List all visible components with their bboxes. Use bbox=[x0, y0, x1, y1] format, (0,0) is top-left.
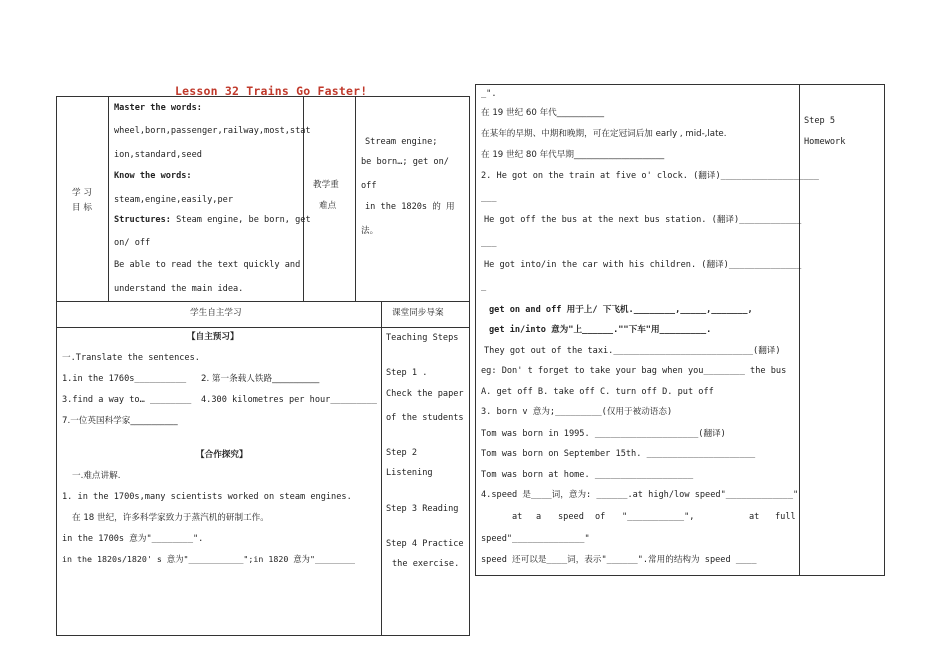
right-text: of bbox=[595, 512, 606, 522]
step-1: Step 1 . bbox=[386, 368, 428, 378]
page-title: Lesson 32 Trains Go Faster! bbox=[175, 84, 368, 98]
divider bbox=[381, 301, 382, 636]
objectives-label: 目 标 bbox=[72, 203, 92, 213]
teaching-steps: Teaching Steps bbox=[386, 333, 459, 343]
divider bbox=[56, 327, 470, 328]
preview-intro: 一.Translate the sentences. bbox=[62, 353, 200, 363]
right-text: 在 19 世纪 60 年代___________ bbox=[481, 108, 605, 118]
homework-label: Homework bbox=[804, 137, 846, 147]
divider bbox=[355, 96, 356, 301]
preview-item: 4.300 kilometres per hour_________ bbox=[201, 395, 377, 405]
right-text: eg: Don' t forget to take your bag when you________ the bus bbox=[481, 366, 787, 376]
master-words: ion,standard,seed bbox=[114, 150, 202, 160]
explore-line: 在 18 世纪，许多科学家致力于蒸汽机的研制工作。 bbox=[72, 513, 269, 523]
right-text: _ bbox=[481, 282, 487, 292]
preview-item: 7.一位英国科学家___________ bbox=[62, 416, 178, 426]
keypoints-label: 教学重 bbox=[313, 180, 339, 190]
right-text: a bbox=[536, 512, 542, 522]
step-4: Step 4 Practice bbox=[386, 539, 464, 549]
right-text: 在 19 世纪 80 年代早期_____________________ bbox=[481, 150, 665, 160]
divider bbox=[108, 96, 109, 301]
right-text: He got into/in the car with his children. (翻译)______________ bbox=[484, 260, 802, 270]
right-text: Tom was born in 1995. ____________________(翻译) bbox=[481, 429, 726, 439]
preview-item: 2. 第一条载人铁路___________ bbox=[201, 374, 320, 384]
step-1-desc: of the students bbox=[386, 413, 464, 423]
step-4-desc: the exercise. bbox=[392, 559, 460, 569]
right-text: He got off the bus at the next bus station. (翻译)____________ bbox=[484, 215, 802, 225]
structures-heading: Structures: bbox=[114, 215, 171, 225]
right-text: at bbox=[512, 512, 523, 522]
right-text: speed bbox=[558, 512, 584, 522]
right-text: full bbox=[775, 512, 796, 522]
explore-line: in the 1820s/1820' s 意为"___________";in 1820 意为"________ bbox=[62, 554, 355, 564]
preview-item: 1.in the 1760s__________ bbox=[62, 374, 187, 384]
right-text: "___________", bbox=[622, 512, 695, 522]
right-text: ___ bbox=[481, 238, 497, 248]
ability-text: Be able to read the text quickly and bbox=[114, 260, 301, 270]
structures-text: on/ off bbox=[114, 238, 151, 248]
structures-line bbox=[114, 215, 311, 225]
explore-heading: 【合作探究】 bbox=[196, 450, 248, 460]
step-5: Step 5 bbox=[804, 116, 836, 126]
ability-text: understand the main idea. bbox=[114, 284, 244, 294]
right-text: 2. He got on the train at five o' clock. (翻译)___________________ bbox=[481, 171, 819, 181]
right-text: They got out of the taxi.___________________________(翻译) bbox=[484, 346, 781, 356]
step-2: Step 2 bbox=[386, 448, 418, 458]
right-text: A. get off B. take off C. turn off D. put off bbox=[481, 387, 714, 397]
preview-item: 3.find a way to… ________ bbox=[62, 395, 192, 405]
right-text: get in/into 意为"上______.""下车"用_________. bbox=[489, 325, 712, 335]
keypoints-text: Stream engine; bbox=[365, 137, 438, 147]
objectives-label: 学 习 bbox=[72, 188, 92, 198]
master-words: wheel,born,passenger,railway,most,stat bbox=[114, 126, 311, 136]
explore-line: in the 1700s 意为"________". bbox=[62, 534, 204, 544]
explore-sub: 一.难点讲解. bbox=[72, 471, 121, 481]
right-text: at bbox=[749, 512, 760, 522]
right-text: 3. born v 意为;_________(仅用于被动语态) bbox=[481, 407, 673, 417]
right-text: ___ bbox=[481, 193, 497, 203]
right-text: speed"______________" bbox=[481, 534, 590, 544]
right-text: Tom was born at home. ___________________ bbox=[481, 470, 694, 480]
right-text: 4.speed 是____词，意为: ______.at high/low speed"_____________" bbox=[481, 490, 799, 500]
master-heading: Master the words: bbox=[114, 103, 202, 113]
step-1-desc: Check the paper bbox=[386, 389, 464, 399]
divider bbox=[799, 84, 800, 576]
divider bbox=[56, 301, 470, 302]
right-text: 在某年的早期、中期和晚期，可在定冠词后加 early , mid-,late. bbox=[481, 129, 727, 139]
keypoints-text: 法。 bbox=[361, 226, 379, 236]
keypoints-label: 难点 bbox=[319, 201, 337, 211]
structures-text: Steam engine, be born, get bbox=[170, 215, 311, 225]
right-text: Tom was born on September 15th. _____________________ bbox=[481, 449, 756, 459]
explore-line: 1. in the 1700s,many scientists worked on steam engines. bbox=[62, 492, 352, 502]
right-text: _". bbox=[481, 89, 497, 99]
right-text: get on and off 用于上/ 下飞机.________,_____,_______, bbox=[489, 305, 753, 315]
right-text: speed 还可以是____词，表示"______".常用的结构为 speed ____ bbox=[481, 555, 757, 565]
guide-header: 课堂同步导案 bbox=[392, 308, 444, 318]
know-words: steam,engine,easily,per bbox=[114, 195, 233, 205]
step-3: Step 3 Reading bbox=[386, 504, 459, 514]
keypoints-text: in the 1820s 的 用 bbox=[365, 202, 455, 212]
preview-heading: 【自主预习】 bbox=[187, 332, 239, 342]
self-study-header: 学生自主学习 bbox=[190, 308, 242, 318]
step-2-desc: Listening bbox=[386, 468, 433, 478]
know-heading: Know the words: bbox=[114, 171, 192, 181]
keypoints-text: off bbox=[361, 181, 377, 191]
keypoints-text: be born…; get on/ bbox=[361, 157, 449, 167]
